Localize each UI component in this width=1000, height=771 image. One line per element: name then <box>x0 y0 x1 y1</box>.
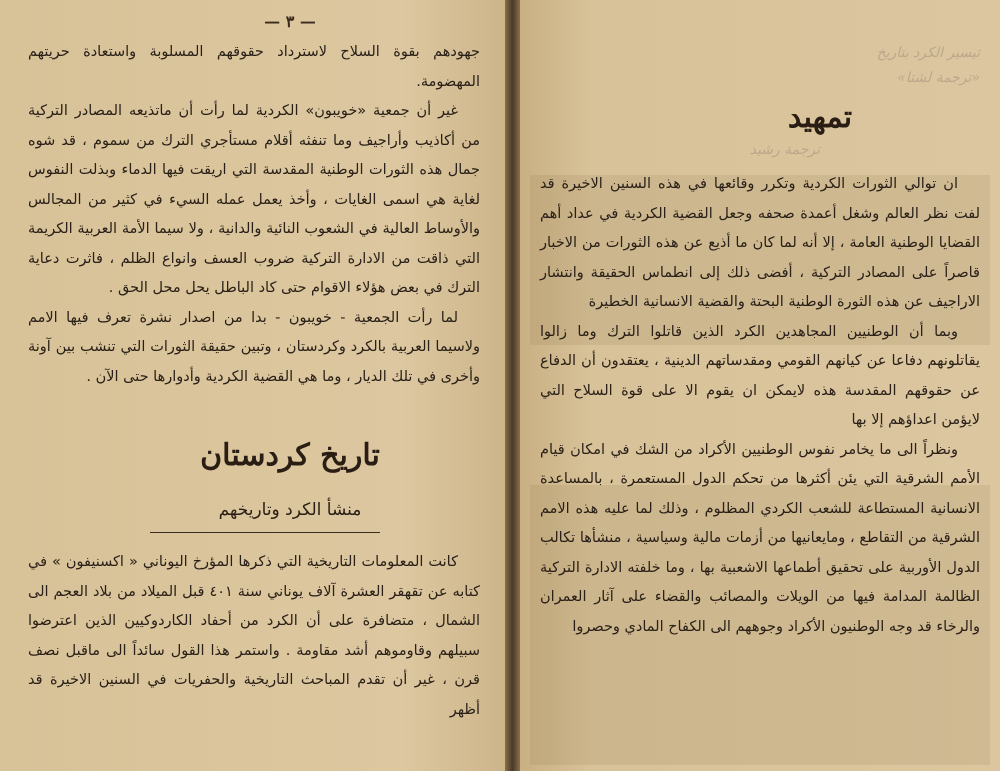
handwritten-note: ترجمة رشيد <box>749 142 820 158</box>
paragraph: لما رأت الجمعية - خويبون - بدا من اصدار نشرة تعرف فيها الامم ولاسيما العربية بالكرد وكردستان ، وتبين حقيقة الثورات التي تنشب بين آونة وأخرى في تلك الديار ، وما هي القضية الكردية وأدوارها حتى الآن . <box>28 309 480 385</box>
left-bottom-text <box>28 548 480 725</box>
paragraph: ان توالي الثورات الكردية وتكرر وقائعها في هذه السنين الاخيرة قد لفت نظر العالم وشغل أعمدة صحفه وجعل القضية الكردية في عداد أهم القضايا الوطنية العامة ، إلا أنه لما كان ما أذيع عن هذه الثورات من الاخبار قاصراً على المصادر التركية ، أفضى ذلك إلى انطماس الحقيقة وانتشار الاراجيف عن هذه الثورة الوطنية البحتة والقضية الانسانية الخطيرة <box>540 176 980 310</box>
paragraph: جهودهم بقوة السلاح لاسترداد حقوقهم المسلوبة واستعادة حريتهم المهضومة. <box>28 44 480 90</box>
section-title: تاريخ كردستان <box>200 438 380 473</box>
subtitle-underline <box>150 532 380 533</box>
paragraph: ونظراً الى ما يخامر نفوس الوطنيين الأكراد من الشك في امكان قيام الأمم الشرقية التي يئن أكثرها من تحكم الدول المستعمرة ، بالمساعدة الانسانية المستطاعة للشعب الكردي المظلوم ، وذلك لما عليه هذه الامم الشرقية من التقاطع ، ومايعانيها من أزمات مالية وسياسية ، منشأها تكالب الدول الأوربية على تحقيق أطماعها الاشعبية بها ، وما خلفته الادارة التركية الظالمة المدامة فيها من الويلات والمصائب والقضاء على آثار العمران والرخاء قد وجه الوطنيون الأكراد وجوههم الى الكفاح المادي وحصروا <box>540 441 980 635</box>
paragraph: غير أن جمعية «خويبون» الكردية لما رأت أن ماتذيعه المصادر التركية من أكاذيب وأراجيف وما تنفثه أقلام مستأجري الترك من سموم ، قد شوه جمال هذه الثورات الوطنية المقدسة التي اريقت فيها الدماء وبذلت النفوس لغاية هي اسمى الغايات ، وأخذ يعمل عمله السيء في كثير من المجالس والأوساط العالية في الشعوب النائية والدانية ، ولا سيما الأمة العربية الكريمة التي ذاقت من الادارة التركية ضروب العسف وانواع الظلم ، فاثرت دعاية الترك في بعض هؤلاء الاقوام حتى كاد الباطل يحل محل الحق . <box>28 103 480 296</box>
paragraph: وبما أن الوطنيين المجاهدين الكرد الذين قاتلوا الترك وما زالوا يقاتلونهم دفاعا عن كيانهم القومي ومقدساتهم الدينية ، يعتقدون أن الدفاع عن حقوقهم المقدسة هذه لايمكن ان يقوم الا على قوة السلاح التي لايؤمن اعداؤهم إلا بها <box>540 323 980 428</box>
right-page <box>520 0 1000 771</box>
paragraph: كانت المعلومات التاريخية التي ذكرها المؤرخ اليوناني « اكسنيفون » في كتابه عن تقهقر العشرة آلاف يوناني سنة ٤٠١ قبل الميلاد من بلاد العجم الى الشمال ، متضافرة على أن الكرد من أحفاد الكاردوكيين الذين اعترضوا سبيلهم وقاوموهم أشد مقاومة . واستمر هذا القول سائداً الى ماقبل نصف قرن ، غير أن تقدم المباحث التاريخية والحفريات في السنين الاخيرة قد أظهر <box>28 554 480 718</box>
handwritten-note: تيسير الكرد بتاريخ <box>876 45 980 61</box>
left-top-text <box>28 38 480 392</box>
right-text <box>540 170 980 642</box>
handwritten-note: «ترجمة لشتا» <box>897 70 980 86</box>
section-title: تمهيد <box>787 100 853 135</box>
section-subtitle: منشأ الكرد وتاريخهم <box>218 500 362 520</box>
page-number: — ٣ — <box>264 12 316 31</box>
book-gutter <box>505 0 520 771</box>
